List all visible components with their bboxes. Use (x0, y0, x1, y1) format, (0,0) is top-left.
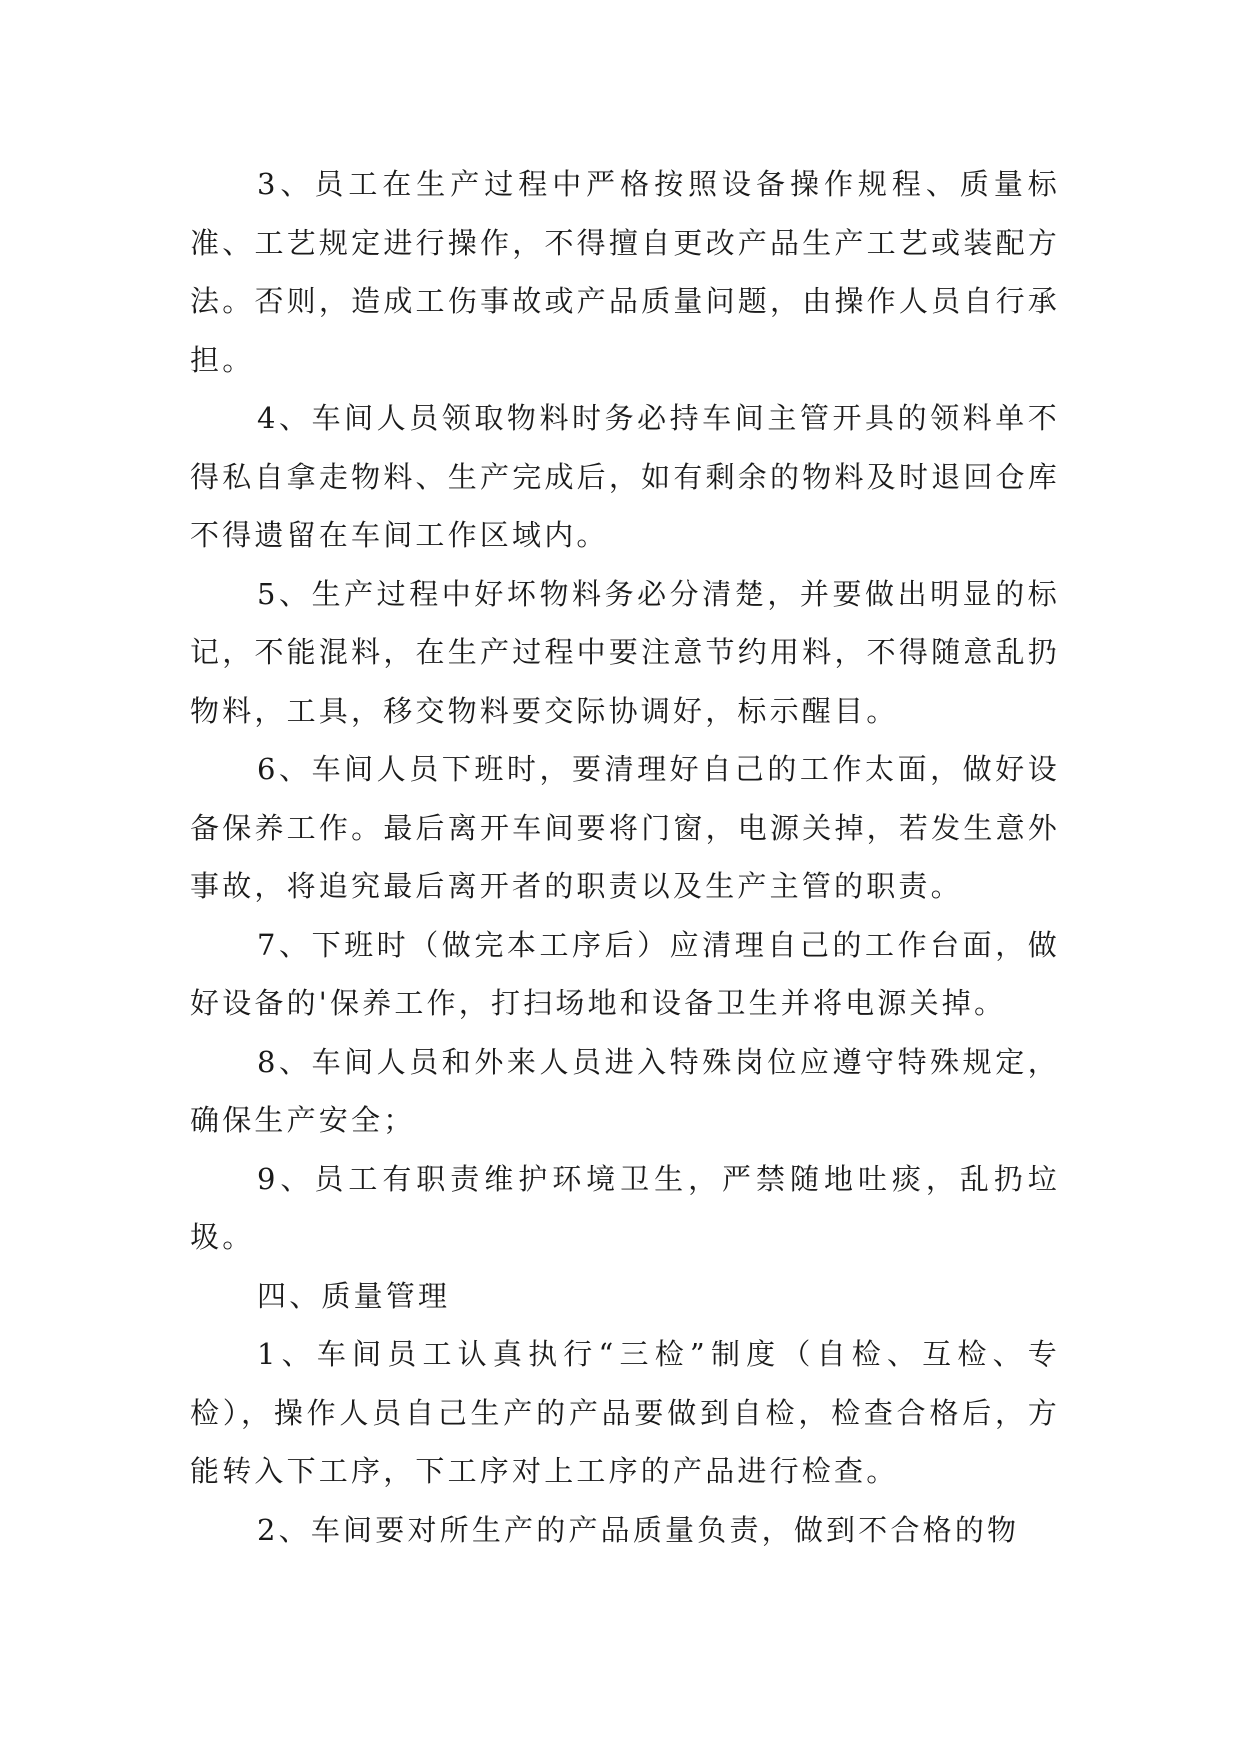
paragraph-quality-2: 2、车间要对所生产的产品质量负责，做到不合格的物 (257, 1512, 1020, 1547)
paragraph-rule-3: 3、员工在生产过程中严格按照设备操作规程、质量标准、工艺规定进行操作，不得擅自更改产品生产工艺或装配方法。否则，造成工伤事故或产品质量问题，由操作人员自行承担。 (190, 167, 1060, 377)
document-body (190, 155, 1060, 1559)
paragraph-rule-7: 7、下班时（做完本工序后）应清理自己的工作台面，做好设备的'保养工作，打扫场地和设备卫生并将电源关掉。 (190, 927, 1060, 1020)
paragraph-rule-4: 4、车间人员领取物料时务必持车间主管开具的领料单不得私自拿走物料、生产完成后，如有剩余的物料及时退回仓库不得遗留在车间工作区域内。 (190, 401, 1060, 552)
paragraph-rule-6: 6、车间人员下班时，要清理好自己的工作太面，做好设备保养工作。最后离开车间要将门窗，电源关掉，若发生意外事故，将追究最后离开者的职责以及生产主管的职责。 (190, 752, 1060, 903)
section-heading-quality-management: 四、质量管理 (257, 1278, 451, 1313)
paragraph-quality-1: 1、车间员工认真执行“三检”制度（自检、互检、专检），操作人员自己生产的产品要做到自检，检查合格后，方能转入下工序，下工序对上工序的产品进行检查。 (190, 1337, 1060, 1488)
paragraph-rule-9: 9、员工有职责维护环境卫生，严禁随地吐痰，乱扔垃圾。 (190, 1161, 1060, 1254)
paragraph-rule-5: 5、生产过程中好坏物料务必分清楚，并要做出明显的标记，不能混料，在生产过程中要注意节约用料，不得随意乱扔物料，工具，移交物料要交际协调好，标示醒目。 (190, 576, 1060, 728)
paragraph-rule-8: 8、车间人员和外来人员进入特殊岗位应遵守特殊规定，确保生产安全； (190, 1044, 1060, 1137)
